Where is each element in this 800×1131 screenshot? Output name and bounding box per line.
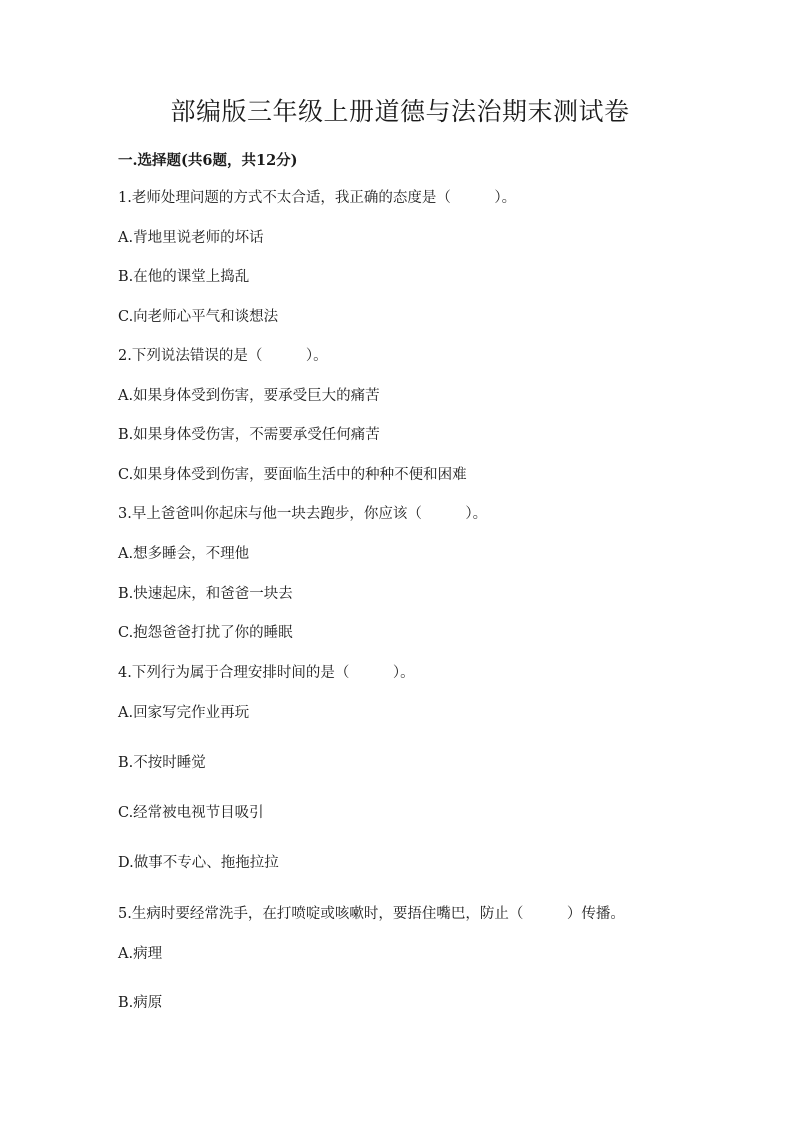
question-3-option-a: A.想多睡会，不理他 — [118, 546, 250, 562]
question-3-stem: 3.早上爸爸叫你起床与他一块去跑步，你应该（ ）。 — [118, 506, 488, 522]
question-4-option-d: D.做事不专心、拖拖拉拉 — [118, 855, 279, 871]
question-2-option-a: A.如果身体受到伤害，要承受巨大的痛苦 — [118, 388, 380, 404]
question-4-option-c: C.经常被电视节目吸引 — [118, 805, 264, 821]
question-2-option-b: B.如果身体受伤害，不需要承受任何痛苦 — [118, 427, 380, 443]
question-1-stem: 1.老师处理问题的方式不太合适，我正确的态度是（ ）。 — [118, 190, 517, 206]
question-4-option-a: A.回家写完作业再玩 — [118, 705, 250, 721]
question-2-stem: 2.下列说法错误的是（ ）。 — [118, 348, 328, 364]
question-1-option-b: B.在他的课堂上捣乱 — [118, 269, 250, 285]
question-5-stem: 5.生病时要经常洗手，在打喷啶或咳嗽时，要捂住嘴巴，防止（ ）传播。 — [118, 906, 625, 922]
section-heading: 一.选择题(共6题，共12分) — [118, 152, 298, 169]
question-2-option-c: C.如果身体受到伤害，要面临生活中的种种不便和困难 — [118, 467, 467, 483]
question-3-option-b: B.快速起床，和爸爸一块去 — [118, 586, 293, 602]
question-3-option-c: C.抱怨爸爸打扰了你的睡眠 — [118, 625, 293, 641]
question-5-option-b: B.病原 — [118, 995, 163, 1011]
question-5-option-a: A.病理 — [118, 946, 163, 962]
question-4-stem: 4.下列行为属于合理安排时间的是（ ）。 — [118, 665, 415, 681]
page-title: 部编版三年级上册道德与法治期末测试卷 — [170, 97, 630, 126]
question-1-option-c: C.向老师心平气和谈想法 — [118, 309, 279, 325]
question-1-option-a: A.背地里说老师的坏话 — [118, 230, 264, 246]
question-4-option-b: B.不按时睡觉 — [118, 755, 206, 771]
